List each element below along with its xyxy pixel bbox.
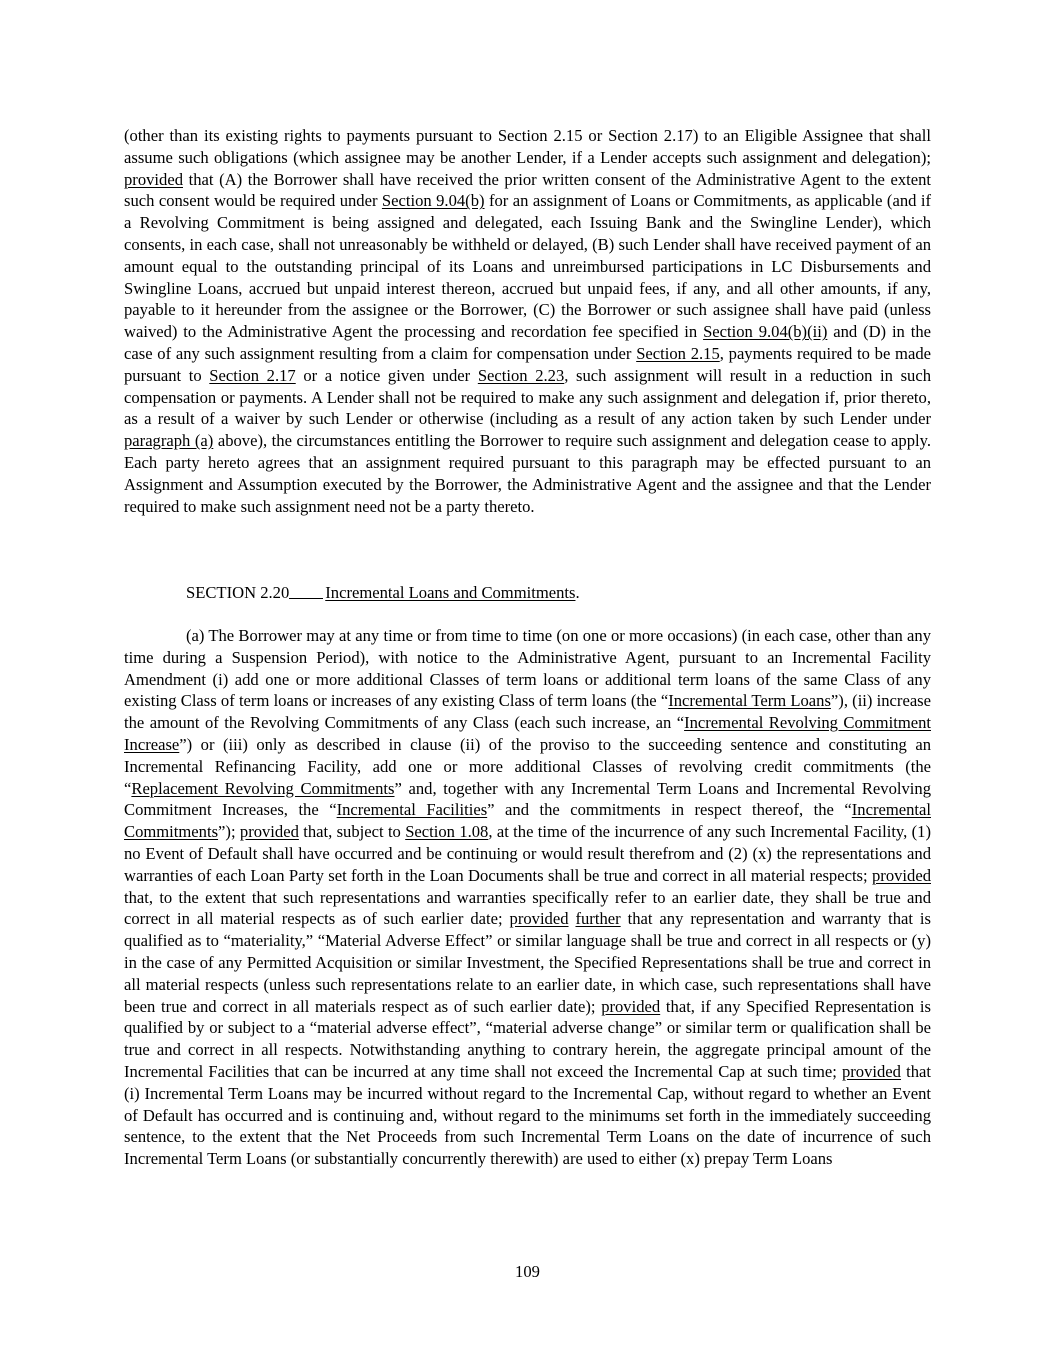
paragraph-incremental-loans [124, 625, 931, 1170]
section-reference: Section 2.17 [209, 365, 296, 385]
section-title-period: . [575, 583, 580, 602]
text-run: that, if any Specified Representation is qualified by or subject to a “material adverse effect”, “material adverse change” or similar term or qualification shall be true and correct in all respects. Notwithstanding anything to contrary herein, the aggregate principal amount of the Incremental Facilities that can be incurred at any time shall not exceed the Incremental Cap at such time; [124, 996, 931, 1081]
text-run: that any representation and warranty that is qualified as to “materiality,” “Material Adverse Effect” or similar language shall be true and correct in all respects or (y) in the case of any Permitted Acquisition or similar Investment, the Specified Representations shall be true and correct in all material respects (unless such representations relate to an earlier date, in which case, such representations shall have been true and correct in all materials respect as of such earlier date); [124, 909, 931, 1016]
section-reference: Section 9.04(b) [381, 191, 485, 211]
text-run: that (i) Incremental Term Loans may be incurred without regard to the Incremental Cap, without regard to whether an Event of Default has occurred and is continuing and, without regard to the minimums set forth in the immediately succeeding sentence, to the extent that the Net Proceeds from such Incremental Term Loans on the date of incurrence of such Incremental Term Loans (or substantially concurrently therewith) are used to either (x) prepay Term Loans [124, 1061, 931, 1169]
text-run: and (D) in the case of any such assignment resulting from a claim for compensation under [124, 322, 931, 363]
text-run: ”), (ii) increase the amount of the Revolving Commitments of any Class (each such increase, an “ [124, 691, 932, 733]
text-run: that, to the extent that such representations and warranties specifically refer to an earlier date, they shall be true and correct in all material respects as of such earlier date; [124, 887, 931, 929]
text-run: that, subject to [298, 822, 406, 842]
underlined-term: provided [872, 865, 931, 885]
text-run: ” and the commitments in respect thereof, the “ [487, 800, 852, 820]
section-reference: Section 9.04(b)(ii) [703, 322, 828, 342]
text-run: , payments required to be made pursuant to [124, 343, 931, 385]
underlined-term: provided [509, 909, 569, 929]
underlined-term: provided [124, 169, 183, 189]
defined-term: Incremental Commitments [124, 800, 931, 842]
text-run: ” and, together with any Incremental Term Loans and Incremental Revolving Commitment Increases, the “ [124, 778, 931, 820]
text-run: above), the circumstances entitling the Borrower to require such assignment and delegation cease to apply. Each party hereto agrees that an assignment required pursuant to this paragraph may be effected pursuant to an Assignment and Assumption executed by the Borrower, the Administrative Agent and the assignee and that the Lender required to make such assignment need not be a party thereto. [124, 431, 931, 516]
text-run: or a notice given under [295, 365, 478, 385]
section-reference: paragraph (a) [124, 431, 214, 451]
text-run: for an assignment of Loans or Commitments, as applicable (and if a Revolving Commitment is being assigned and delegated, each Issuing Bank and the Swingline Lender), which consents, in each case, shall not unreasonably be withheld or delayed, (B) such Lender shall have received payment of an amount equal to the outstanding principal of its Loans and unreimbursed participations in LC Disbursements and Swingline Loans, accrued but unpaid interest thereon, accrued but unpaid fees, if any, and all other amounts, if any, payable to it hereunder from the assignee or the Borrower, (C) the Borrower or such assignee shall have paid (unless waived) to the Administrative Agent the processing and recordation fee specified in [124, 191, 931, 342]
defined-term: Incremental Revolving Commitment Increase [124, 713, 931, 754]
text-run: that (A) the Borrower shall have received the prior written consent of the Administrative Agent to the extent such consent would be required under [124, 169, 931, 211]
text-run: ”) or (iii) only as described in clause (ii) of the proviso to the succeeding sentence and constituting an Incremental Refinancing Facility, add one or more additional Classes of revolving credit commitments (the “ [124, 734, 931, 798]
text-run: (other than its existing rights to payments pursuant to Section 2.15 or Section 2.17) to an Eligible Assignee that shall assume such obligations (which assignee may be another Lender, if a Lender accepts such assignment and delegation); [124, 126, 931, 167]
section-label: SECTION 2.20 [186, 583, 290, 602]
section-reference: Section 2.23 [477, 365, 565, 385]
section-heading [186, 582, 580, 604]
section-title: Incremental Loans and Commitments [325, 583, 576, 602]
underlined-term: provided [601, 996, 661, 1016]
defined-term: Replacement Revolving Commitments [131, 778, 395, 798]
heading-tab-rule [289, 583, 323, 599]
underlined-term: provided [239, 822, 299, 842]
text-run: ”); [218, 822, 240, 842]
underlined-term: further [575, 909, 621, 929]
text-run: (a) The Borrower may at any time or from time to time (on one or more occasions) (in each case, other than any time during a Suspension Period), with notice to the Administrative Agent, pursuant to an Incremental Facility Amendment (i) add one or more additional Classes of term loans or additional term loans of the same Class of any existing Class of term loans or increases of any existing Class of term loans (the “ [124, 626, 931, 711]
section-reference: Section 1.08 [405, 822, 489, 842]
paragraph-assignment-continuation [124, 125, 931, 517]
underlined-term: provided [841, 1061, 901, 1081]
text-run: , such assignment will result in a reduction in such compensation or payments. A Lender shall not be required to make any such assignment and delegation if, prior thereto, as a result of a waiver by such Lender or otherwise (including as a result of any action taken by such Lender under [124, 365, 931, 429]
defined-term: Incremental Term Loans [668, 691, 831, 711]
defined-term: Incremental Facilities [336, 800, 488, 820]
page-number: 109 [515, 1262, 540, 1281]
section-reference: Section 2.15 [636, 343, 720, 363]
text-run: , at the time of the incurrence of any such Incremental Facility, (1) no Event of Default shall have occurred and be continuing or would result therefrom and (2) (x) the representations and warranties of each Loan Party set forth in the Loan Documents shall be true and correct in all material respects; [124, 822, 931, 885]
